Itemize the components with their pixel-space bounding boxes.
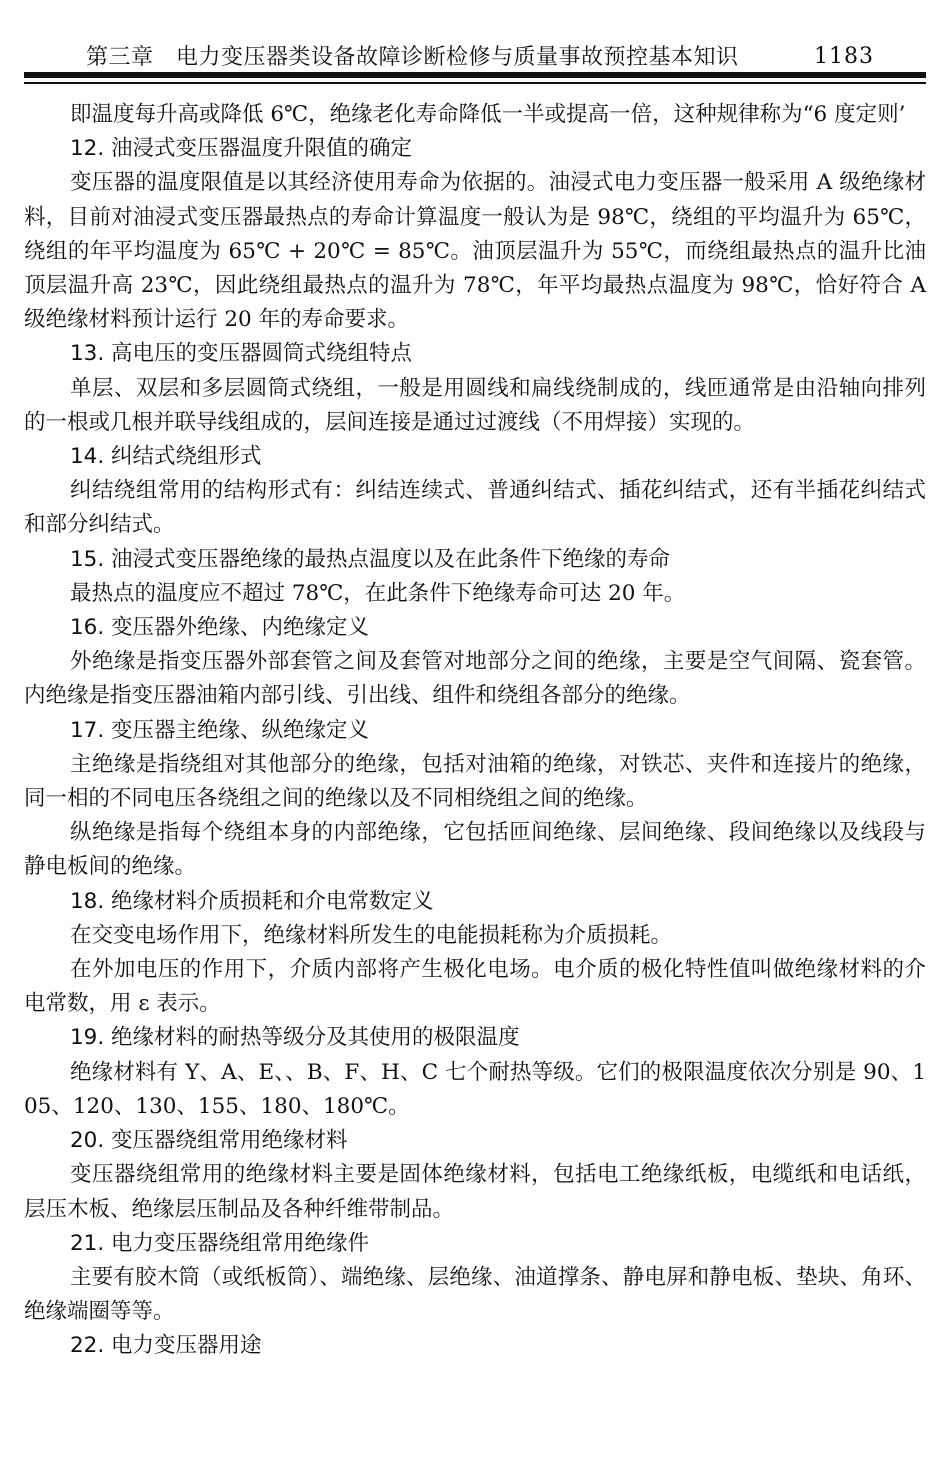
section-heading: 18. 绝缘材料介质损耗和介电常数定义 (70, 888, 434, 914)
body-text (24, 98, 926, 1364)
section-heading: 13. 高电压的变压器圆筒式绕组特点 (70, 341, 413, 367)
paragraph: 绝缘材料有 Y、A、E、、B、F、H、C 七个耐热等级。它们的极限温度依次分别是 90、105、120、130、155、180、180℃。 (24, 1059, 926, 1119)
header-rule-thin (24, 82, 926, 84)
section-heading: 19. 绝缘材料的耐热等级分及其使用的极限温度 (70, 1025, 520, 1051)
paragraph: 变压器的温度限值是以其经济使用寿命为依据的。油浸式电力变压器一般采用 A 级绝缘材料，目前对油浸式变压器最热点的寿命计算温度一般认为是 98℃，绕组的平均温升为 65℃，绕组的年平均温度为 65℃ + 20℃ = 85℃。油顶层温升为 55℃，而绕组最热点的温升比油顶层温升高 23℃，因此绕组最热点的温升为 78℃，年平均最热点温度为 98℃，恰好符合 A 级绝缘材料预计运行 20 年的寿命要求。 (24, 170, 926, 333)
section-heading: 12. 油浸式变压器温度升限值的确定 (70, 136, 413, 162)
page-number: 1183 (814, 44, 874, 69)
header-rule-thick (24, 72, 926, 78)
section-heading: 15. 油浸式变压器绝缘的最热点温度以及在此条件下绝缘的寿命 (70, 546, 671, 572)
paragraph: 外绝缘是指变压器外部套管之间及套管对地部分之间的绝缘，主要是空气间隔、瓷套管。内绝缘是指变压器油箱内部引线、引出线、组件和绕组各部分的绝缘。 (24, 649, 926, 709)
paragraph: 纠结绕组常用的结构形式有：纠结连续式、普通纠结式、插花纠结式，还有半插花纠结式和部分纠结式。 (24, 478, 926, 538)
paragraph: 纵绝缘是指每个绕组本身的内部绝缘，它包括匝间绝缘、层间绝缘、段间绝缘以及线段与静电板间的绝缘。 (24, 820, 926, 880)
paragraph: 在交变电场作用下，绝缘材料所发生的电能损耗称为介质损耗。 (70, 922, 673, 948)
section-heading: 21. 电力变压器绕组常用绝缘件 (70, 1230, 370, 1256)
running-header (24, 0, 926, 70)
paragraph: 在外加电压的作用下，介质内部将产生极化电场。电介质的极化特性值叫做绝缘材料的介电常数，用 ε 表示。 (24, 957, 926, 1017)
chapter-title: 第三章 电力变压器类设备故障诊断检修与质量事故预控基本知识 (86, 45, 739, 70)
paragraph: 即温度每升高或降低 6℃，绝缘老化寿命降低一半或提高一倍，这种规律称为“6 度定则’ (70, 102, 906, 127)
section-heading: 14. 纠结式绕组形式 (70, 444, 262, 470)
section-heading: 22. 电力变压器用途 (70, 1333, 262, 1359)
section-heading: 20. 变压器绕组常用绝缘材料 (70, 1128, 348, 1154)
paragraph: 主绝缘是指绕组对其他部分的绝缘，包括对油箱的绝缘，对铁芯、夹件和连接片的绝缘，同一相的不同电压各绕组之间的绝缘以及不同相绕组之间的绝缘。 (24, 751, 926, 812)
paragraph: 单层、双层和多层圆筒式绕组，一般是用圆线和扁线绕制成的，线匝通常是由沿轴向排列的一根或几根并联导线组成的，层间连接是通过过渡线（不用焊接）实现的。 (24, 375, 926, 435)
paragraph: 最热点的温度应不超过 78℃，在此条件下绝缘寿命可达 20 年。 (70, 580, 686, 606)
section-heading: 17. 变压器主绝缘、纵绝缘定义 (70, 717, 370, 743)
paragraph: 主要有胶木筒（或纸板筒）、端绝缘、层绝缘、油道撑条、静电屏和静电板、垫块、角环、绝缘端圈等等。 (24, 1264, 926, 1325)
section-heading: 16. 变压器外绝缘、内绝缘定义 (70, 615, 370, 641)
paragraph: 变压器绕组常用的绝缘材料主要是固体绝缘材料，包括电工绝缘纸板，电缆纸和电话纸，层压木板、绝缘层压制品及各种纤维带制品。 (24, 1162, 926, 1222)
